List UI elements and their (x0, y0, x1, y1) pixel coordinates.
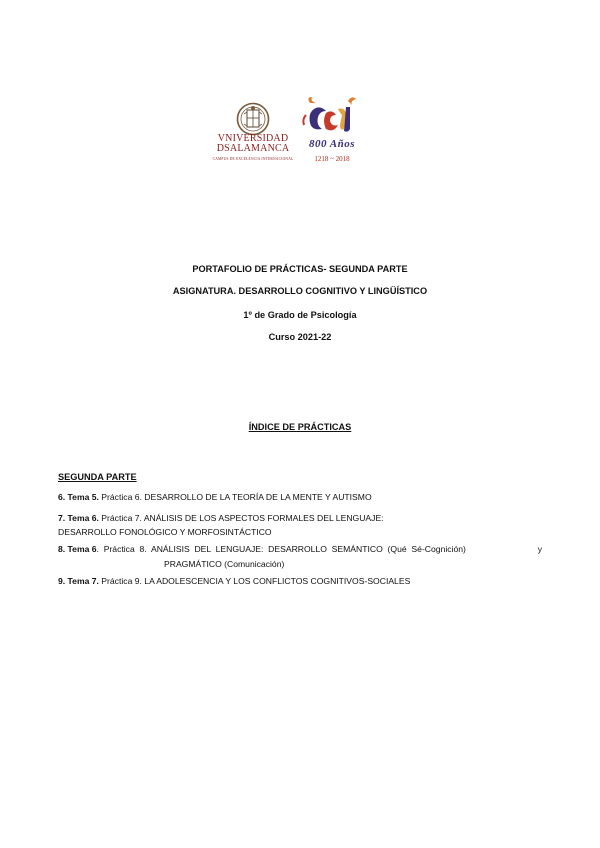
course-subject: ASIGNATURA. DESARROLLO COGNITIVO Y LINGÜÍSTICO (172, 286, 428, 296)
index-item-text: Práctica 6. DESARROLLO DE LA TEORÍA DE LA MENTE Y AUTISMO (98, 492, 372, 502)
index-item-8 (58, 544, 542, 554)
section-heading: SEGUNDA PARTE (58, 472, 137, 482)
index-item-8-continuation: PRAGMÁTICO (Comunicación) (164, 559, 285, 569)
university-name (212, 134, 294, 154)
university-logo (212, 100, 294, 170)
index-item-number: 7. Tema 6. (58, 513, 99, 523)
index-item-8-trailing: y (537, 544, 542, 554)
index-item-6 (58, 492, 372, 502)
university-name-line1: VNIVERSIDAD (217, 133, 289, 144)
index-item-7 (58, 513, 384, 523)
index-item-text: Práctica 9. LA ADOLESCENCIA Y LOS CONFLICTOS COGNITIVOS-SOCIALES (98, 576, 411, 586)
document-title: PORTAFOLIO DE PRÁCTICAS- SEGUNDA PARTE (192, 264, 408, 274)
university-subtitle: CAMPUS DE EXCELENCIA INTERNACIONAL (212, 157, 294, 161)
index-item-number: 9. Tema 7. (58, 576, 99, 586)
index-item-text: Práctica 7. ANÁLISIS DE LOS ASPECTOS FORMALES DEL LENGUAJE: (98, 513, 384, 523)
course-year: Curso 2021-22 (268, 332, 332, 342)
anniversary-emblem-icon (300, 95, 364, 139)
anniversary-word: 800 Años (308, 138, 356, 150)
anniversary-years: 1218 ~ 2018 (314, 155, 350, 163)
index-item-7-continuation: DESARROLLO FONOLÓGICO Y MORFOSINTÁCTICO (58, 527, 272, 537)
university-name-line2: DSALAMANCA (216, 143, 290, 154)
index-item-number: 6. Tema 5. (58, 492, 99, 502)
index-item-number: 8. Tema 6 (58, 544, 97, 554)
crest-icon (236, 102, 270, 136)
anniversary-logo (300, 95, 364, 167)
course-degree: 1º de Grado de Psicología (243, 310, 357, 320)
index-item-8-main (58, 544, 466, 554)
index-item-9 (58, 576, 410, 586)
index-heading: ÍNDICE DE PRÁCTICAS (248, 422, 352, 432)
index-item-text: . Práctica 8. ANÁLISIS DEL LENGUAJE: DESARROLLO SEMÁNTICO (Qué Sé-Cognición) (96, 544, 466, 554)
